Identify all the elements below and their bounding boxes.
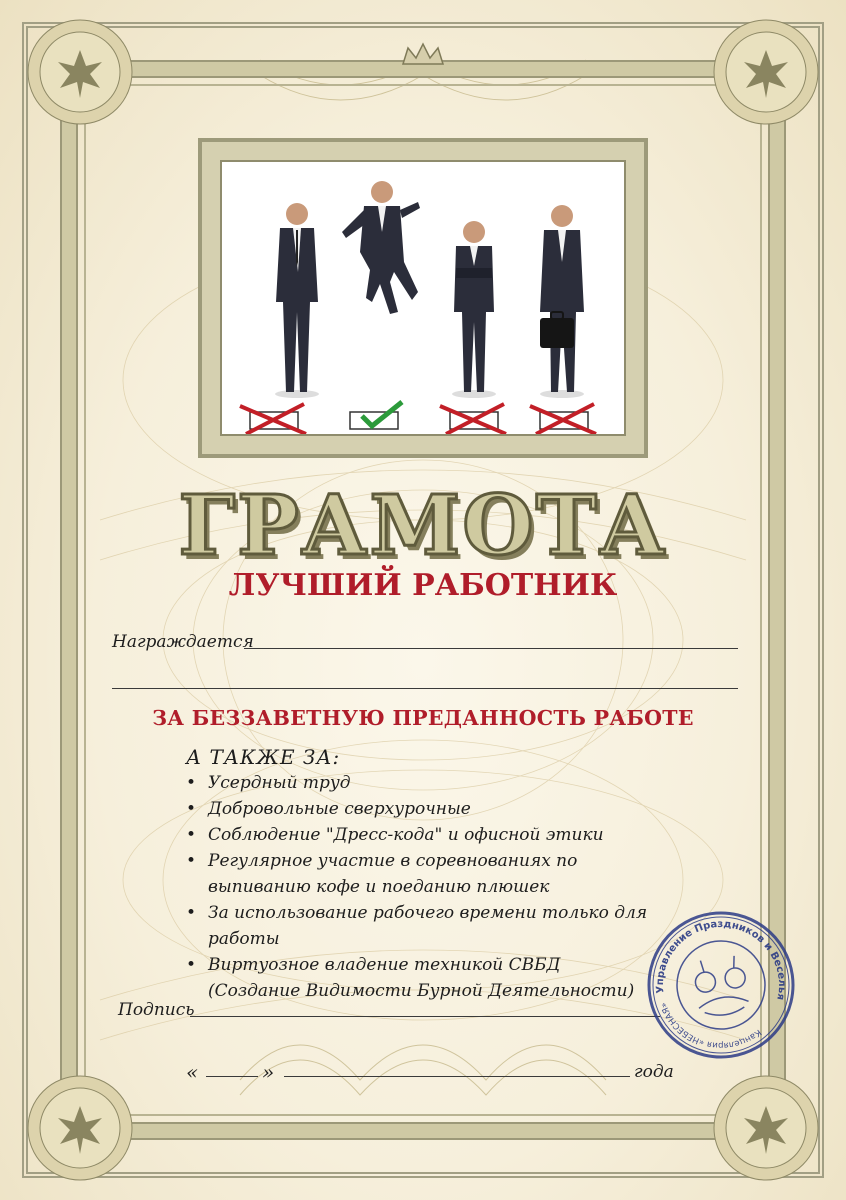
stamp-inner-text: Канцелярия «НЕБЕСНАЯ» xyxy=(658,1000,763,1051)
award-reason: ЗА БЕЗЗАВЕТНУЮ ПРЕДАННОСТЬ РАБОТЕ xyxy=(152,706,694,730)
date-month-line xyxy=(284,1076,630,1077)
businessman-arms-crossed-icon xyxy=(452,221,496,398)
merits-list xyxy=(186,770,706,1004)
date-open-quote: « xyxy=(186,1060,199,1084)
awarded-label: Награждается xyxy=(112,632,254,652)
businessman-briefcase-icon xyxy=(540,205,584,398)
list-item: • Усердный труд xyxy=(186,770,706,796)
date-close-quote: » xyxy=(262,1060,275,1084)
jumping-businessman-icon xyxy=(342,181,420,314)
svg-text:Канцелярия «НЕБЕСНАЯ» xyxy=(659,989,765,1059)
crown-ornament-icon xyxy=(398,40,448,70)
checkbox-crossed xyxy=(240,404,306,434)
certificate-title: ГРАМОТА xyxy=(178,478,668,574)
list-item: • За использование рабочего времени только для работы xyxy=(186,900,706,952)
awarded-name-line xyxy=(244,648,738,649)
corner-rosette-icon xyxy=(20,12,140,132)
bullet: • xyxy=(186,851,197,871)
employees-photo xyxy=(220,160,626,436)
corner-rosette-icon xyxy=(706,12,826,132)
signature-label: Подпись xyxy=(118,1000,195,1020)
list-item: • Виртуозное владение техникой СВБД (Создание Видимости Бурной Деятельности) xyxy=(186,952,648,1004)
stamp-emblem-icon xyxy=(692,955,749,1018)
checkbox-crossed xyxy=(440,404,506,434)
checkbox-checked xyxy=(350,402,402,429)
businessman-icon xyxy=(275,203,319,398)
photo-frame xyxy=(198,138,648,458)
bullet: • xyxy=(186,825,197,845)
stamp-outer-text: Управление Праздников и Веселья xyxy=(654,918,788,1001)
bullet: • xyxy=(186,799,197,819)
certificate-subtitle: ЛУЧШИЙ РАБОТНИК xyxy=(228,568,618,603)
corner-rosette-icon xyxy=(20,1068,140,1188)
also-label: А ТАКЖЕ ЗА: xyxy=(186,745,341,769)
bullet: • xyxy=(186,903,197,923)
signature-line xyxy=(190,1016,660,1017)
list-item: • Добровольные сверхурочные xyxy=(186,796,706,822)
date-day-line xyxy=(206,1076,258,1077)
checkbox-crossed xyxy=(530,404,596,434)
list-item: • Регулярное участие в соревнованиях по выпиванию кофе и поеданию плюшек xyxy=(186,848,578,900)
awarded-name-line-2 xyxy=(112,688,738,689)
official-stamp xyxy=(636,900,805,1069)
corner-rosette-icon xyxy=(706,1068,826,1188)
bullet: • xyxy=(186,955,197,975)
list-item: • Соблюдение "Дресс-кода" и офисной этики xyxy=(186,822,706,848)
bullet: • xyxy=(186,773,197,793)
date-year-label: года xyxy=(634,1062,674,1082)
